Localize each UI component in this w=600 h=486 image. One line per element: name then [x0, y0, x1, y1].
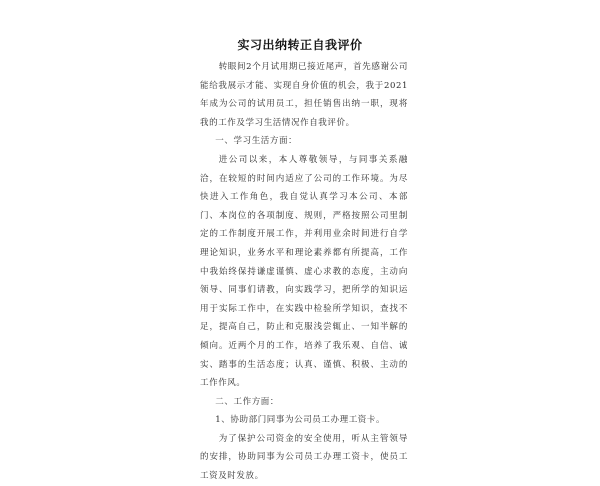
intro-paragraph: 转眼间2个月试用期已接近尾声，首先感谢公司能给我展示才能、实现自身价值的机会，我于2021年成为公司的试用员工，担任销售出纳一职，现将我的工作及学习生活情况作自我评价。 [200, 62, 408, 128]
study-life-paragraph: 进公司以来，本人尊敬领导，与同事关系融洽，在较短的时间内适应了公司的工作环境。为尽快进入工作角色，我自觉认真学习本公司、本部门、本岗位的各项制度、规则，严格按照公司里制定的工作制度开展工作，并利用业余时间进行自学理论知识，业务水平和理论素养都有所提高，工作中我始终保持谦虚谨慎、虚心求教的态度，主动向领导、同事们请教，向实践学习，把所学的知识运用于实际工作中，在实践中检验所学知识，查找不足，提高自己，防止和克服浅尝辄止、一知半解的倾向。近两个月的工作，培养了我乐观、自信、诚实、踏事的生活态度；认真、谨慎、积极、主动的工作作风。 [200, 154, 408, 389]
work-item-heading: 1、协助部门同事为公司员工办理工资卡。 [215, 415, 386, 426]
document-body [200, 58, 408, 486]
document-title: 实习出纳转正自我评价 [237, 38, 363, 52]
section-heading-work: 二、工作方面： [215, 396, 279, 407]
section-heading-study-life: 一、学习生活方面： [215, 136, 298, 147]
work-item-paragraph: 为了保护公司资金的安全使用，听从主管领导的安排，协助同事为公司员工办理工资卡，使员工工资及时发放。 [200, 433, 408, 482]
